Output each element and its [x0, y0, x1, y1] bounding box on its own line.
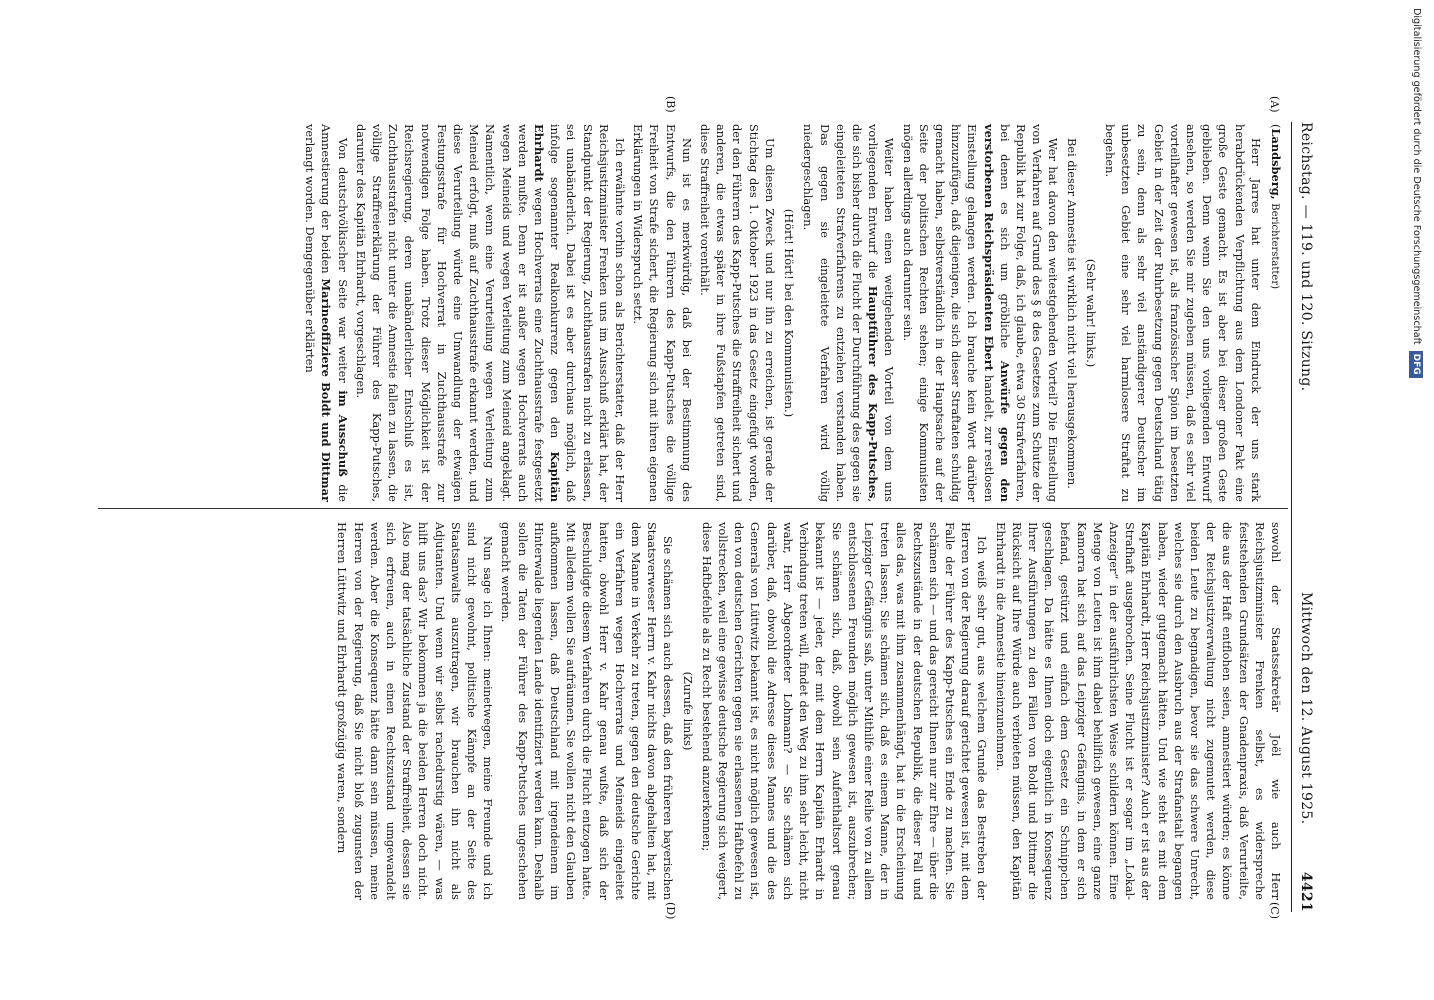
text-run: Wer hat davon den weitestgehenden Vorteil? Die Einstellung von Verfahren auf Grund des § 8 des Gesetzes zum Schutze der Republik hat zur Folge, daß, ich glaube, etwa 30 Strafverfahren, bei denen es sich um gröbliche — [997, 124, 1061, 502]
emphasis-text: Kapitän Ehrhardt — [532, 124, 563, 502]
text-run: Weiter haben einen weitgehenden Vorteil von dem uns vorliegenden Entwurf die — [866, 124, 897, 502]
right-column — [332, 522, 1284, 900]
margin-mark-d: (D) — [664, 902, 677, 920]
paragraph: Bei dieser Amnestie ist wirklich nicht viel herausgekommen. — [1064, 138, 1079, 489]
text-run: die Amnestierung der beiden — [319, 124, 350, 503]
margin-mark-b: (B) — [664, 96, 677, 113]
paragraph — [800, 124, 897, 502]
margin-mark-c: (C) — [1268, 902, 1281, 919]
header-date: Mittwoch den 12. August 1925. — [1298, 592, 1314, 825]
speaker-name: Landsberg, — [1269, 128, 1283, 200]
text-run: handelt, zur restlosen Einstellung gelangen werden. Ich brauche kein Wort darüber hinzuzufügen, daß diejenigen, die sich dieser Straftaten schuldig gemacht haben, selbstverständlich in der Hauptsache auf der Seite der politischen Rechten stehen; einige Kommunisten mögen allerdings auch darunter sein. — [900, 124, 996, 502]
paragraph: sowohl der Staatssekretär Joël wie auch Herr Reichsjustizminister Frenken selbst, es widerspreche feststehenden Grundsätzen der Gnadenpraxis, daß Verurteilte, die aus der Haft entflohen seien, amnestiert würden; es könne der Reichsjustizverwaltung nicht zugemutet werden, diese beiden Leute zu begnadigen, bevor sie das schwere Unrecht, welches sie durch den Ausbruch aus der Strafanstalt begangen haben, wieder gutgemacht hätten. Und wie steht es mit dem Kapitän Ehrhardt, Herr Reichsjustizminister? Auch er ist aus der Strafhaft ausgebrochen. Seine Flucht ist er sogar im „Lokal-Anzeiger“ in der ausführlichsten Weise schildern können. Eine Menge von Leuten ist ihm dabei behilflich gewesen, eine ganze Kamorra hat sich auf das Leipziger Gefängnis, in dem er sich befand, gestürzt und einfach dem Gesetz ein Schnippchen geschlagen. Da hätte es Ihnen doch eigentlich in Konsequenz Ihrer Ausführungen zu den Fällen von Boldt und Dittmar die Rücksicht auf Ihre Würde auch verbieten müssen, den Kapitän Ehrhardt in die Amnestie hineinzunehmen. — [993, 522, 1283, 900]
paragraph: Nun ist es merkwürdig, daß bei der Bestimmung des Entwurfs, die den Führern des Kapp-Putsches die völlige Freiheit von Strafe sichert, die Regierung sich mit ihren eigenen Erklärungen in Widerspruch setzt. — [631, 124, 694, 502]
emphasis-text: Marineoffiziere Boldt und Dittmar — [319, 278, 334, 502]
emphasis-text: im Ausschuß — [335, 390, 350, 477]
interjection: (Hört! Hört! bei den Kommunisten.) — [782, 208, 797, 418]
credit-text: Digitalisierung gefördert durch die Deutsche Forschungsgemeinschaft — [1411, 8, 1422, 345]
speaker-line: (Landsberg, Berichterstatter) — [1269, 124, 1283, 290]
paragraph — [353, 124, 628, 502]
interjection: (Sehr wahr! links.) — [1083, 258, 1098, 368]
dfg-logo: DFG — [1409, 351, 1423, 378]
left-column — [300, 124, 1284, 502]
speaker-role: Berichterstatter) — [1269, 203, 1280, 290]
margin-mark-a: (A) — [1268, 96, 1281, 113]
reichstag-page — [88, 92, 1318, 932]
text-run: verlangt worden. Demgegenüber erklärten — [303, 124, 318, 373]
paragraph: Nun sage ich Ihnen: meinetwegen, meine Freunde und ich sind nicht gewohnt, politische Kämpfe an der Seite des Staatsanwalts auszutragen, wir brauchen ihn nicht als Adjutanten. Und wenn wir selbst rachedurstig wären, — was hilft uns das? Wir bekommen ja die beiden Herren doch nicht. Also mag der tatsächliche Zustand der Straffreiheit, dessen sie sich erfreuen, auch in einen Rechtszustand umgewandelt werden. Aber die Konsequenz hätte dann sein müssen, meine Herren von der Regierung, daß Sie nicht bloß zugunsten der Herren Lüttwitz und Ehrhardt großzügig waren, sondern — [335, 522, 496, 900]
paragraph: Um diesen Zweck und nur ihn zu erreichen, ist gerade der Stichtag des 1. Oktober 1923 in das Gesetz eingefügt worden, der den Führern des Kapp-Putsches die Straffreiheit sichert und anderen, die etwas später in ihre Fußstapfen getreten sind, diese Straffreiheit vorenthält. — [698, 124, 777, 502]
column-divider — [98, 508, 1288, 509]
paragraph: Ich weiß sehr gut, aus welchem Grunde das Bestreben der Herren von der Regierung darauf gerichtet gewesen ist, mit dem Falle der Führer des Kapp-Putsches ein Ende zu machen. Sie schämen sich — und das gereicht Ihnen nur zur Ehre — über die Rechtszustände in der deutschen Republik, die dieser Fall und alles das, was mit ihm zusammenhängt, hat in die Erscheinung treten lassen; Sie schämen sich, daß es einem Manne, der in Leipziger Gefängnis saß, unter Mithilfe einer Reihe von zu allem entschlossenen Freunden möglich gewesen ist, auszubrechen; Sie schämen sich, daß, obwohl sein Aufenthaltsort genau bekannt ist — jeder, der mit dem Herrn Kapitän Erhardt in Verbindung treten will, findet den Weg zu ihm sehr leicht, nicht wahr, Herr Abgeordneter Lohmann? — Sie schämen sich darüber, daß, obwohl die Adresse dieses Mannes und die des Generals von Lüttwitz bekannt ist, es nicht möglich gewesen ist, den von deutschen Gerichten gegen sie erlassenen Haftbefehl zu vollstrecken, weil eine gewisse deutsche Regierung sich weigert, diese Haftbefehle als zu Recht bestehend anzuerkennen; — [699, 522, 990, 900]
emphasis-text: Hauptführer des Kapp-Putsches — [866, 285, 881, 499]
header-session: Reichstag. — 119. und 120. Sitzung. — [1298, 122, 1314, 392]
text-run: Ich erwähnte vorhin schon als Berichterstatter, daß der Herr Reichsjustizminister Frenken uns im Ausschuß erklärt hat, der Standpunkt der Regierung, Zuchthausstrafen nicht zu erlassen, sei unabänderlich. Dabei ist es aber durchaus möglich, daß infolge sogenannter Realkonkurrenz gegen den — [548, 124, 628, 502]
text-run: wegen Hochverrats eine Zuchthausstrafe festgesetzt werden mußte. Denn er ist außer wegen Hochverrats auch wegen Meineids und wegen Verleitung zum Meineid angeklagt. Namentlich, wenn eine Verurteilung wegen Verleitung zum Meineid erfolgt, muß auf Zuchthausstrafe erkannt werden, und diese Verurteilung würde eine Umwandlung der etwaigen Festungsstrafe für Hochverrat in Zuchthausstrafe zur notwendigen Folge haben. Trotz dieser Möglichkeit ist der Reichsregierung, deren unabänderlicher Entschluß es ist, Zuchthausstrafen nicht unter die Amnestie fallen zu lassen, die völlige Straffreierklärung der Führer des Kapp-Putsches, darunter des Kapitän Ehrhardt, vorgeschlagen. — [353, 124, 547, 502]
text-run: Von deutschvölkischer Seite war weiter — [335, 138, 350, 391]
interjection: (Zurufe links) — [680, 671, 695, 751]
paragraph: Sie schämen sich auch dessen, daß den früheren bayerischen Staatsverweser Herrn v. Kahr nichts davon abgehalten hat, mit dem Manne in Verkehr zu treten, gegen den deutsche Gerichte ein Verfahren wegen Hochverrats und Meineids eingeleitet hatten, obwohl Herr v. Kahr genau wußte, daß sich der Beschuldigte diesem Verfahren durch die Flucht entzogen hatte. Mit alledem wollen Sie aufräumen. Sie wollen nicht den Glauben aufkommen lassen, daß Deutschland mit irgendeinem im Hinterwalde liegenden Lande identifiziert werden kann. Deshalb sollen die Taten der Führer des Kapp-Putsches ungeschehen gemacht werden. — [499, 522, 676, 900]
digitization-credit — [1404, 8, 1428, 608]
paragraph: Herr Jarres hat unter dem Eindruck der uns stark herabdrückenden Verpflichtung aus dem Londoner Pakt eine große Geste gemacht. Es ist aber bei dieser großen Geste geblieben. Denn wenn Sie den uns vorliegenden Entwurf ansehen, so werden Sie mir zugeben müssen, daß es sehr viel vorteilhafter gewesen ist, als französischer Spion im besetzten Gebiet in der Zeit der Ruhrbesetzung gegen Deutschland tätig zu sein, denn als sehr viel anständigerer Deutscher im unbesetzten Gebiet eine sehr viel harmlosere Straftat zu begehen. — [1102, 124, 1263, 502]
page-number: 4421 — [1298, 871, 1314, 912]
scanned-page-area — [88, 92, 1318, 932]
credit-text-line — [1404, 8, 1428, 608]
page-header — [1291, 122, 1318, 912]
emphasis-text: Anwürfe gegen den verstorbenen Reichspräsidenten Ebert — [981, 124, 1012, 502]
text-run: , die sich bisher durch die Flucht der Durchführung des gegen sie eingeleiteten Strafverfahrens zu entziehen verstanden haben. Das gegen sie eingeleitete Verfahren wird völlig niedergeschlagen. — [801, 124, 881, 502]
paragraph — [302, 124, 351, 502]
paragraph — [899, 124, 1061, 502]
